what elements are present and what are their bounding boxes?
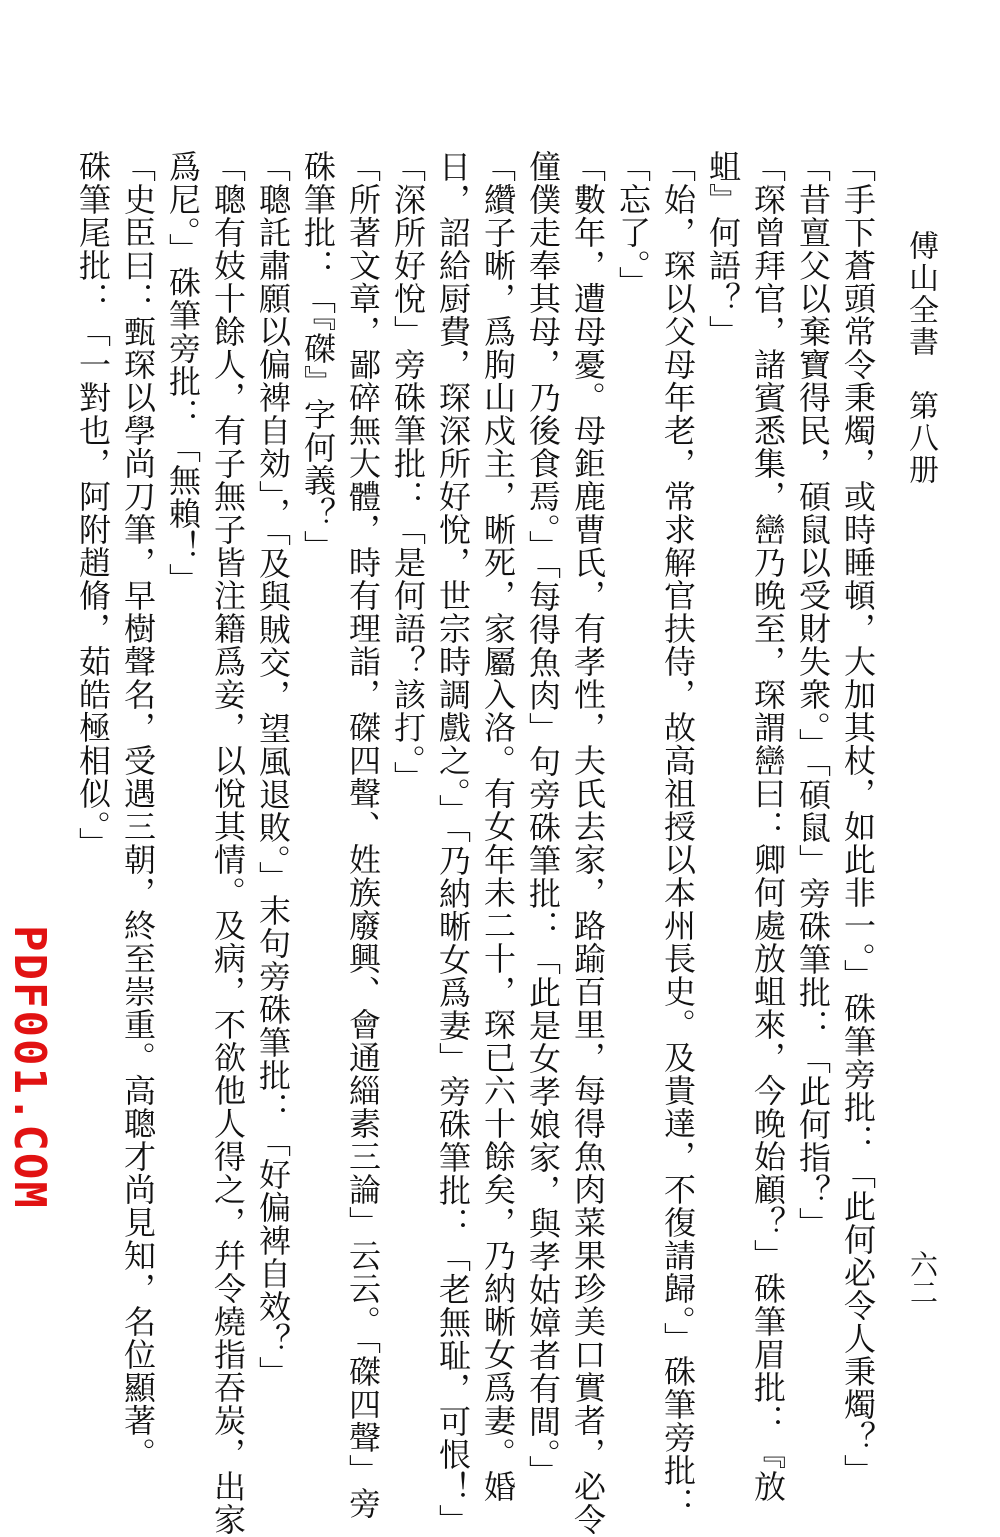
text-column: 「史臣曰：甄琛以學尚刀筆，早樹聲名，受遇三朝，終至崇重。高聰才尚見知，名位顯著。 bbox=[119, 150, 157, 1470]
text-column: 硃筆批：「『磔』字何義？」 bbox=[299, 150, 337, 563]
text-column: 「琛曾拜官，諸賓悉集，巒乃晚至，琛謂巒曰：卿何處放蛆來，今晚始顧？」硃筆眉批：『放 bbox=[749, 150, 787, 1503]
text-column: 「手下蒼頭常令秉燭，或時睡頓，大加其杖，如此非一。」硃筆旁批：「此何必令人秉燭？」 bbox=[839, 150, 877, 1487]
page-number: 六二 bbox=[906, 1250, 939, 1306]
text-column: 「數年，遭母憂。母鉅鹿曹氏，有孝性，夫氏去家，路踰百里，每得魚肉菜果珍美口實者，必令 bbox=[569, 150, 607, 1536]
text-column: 爲尼。」硃筆旁批：「無賴！」 bbox=[164, 150, 202, 596]
text-column: 硃筆尾批：「一對也，阿附趙脩，茹皓極相似。」 bbox=[74, 150, 112, 860]
text-column: 「忘了。」 bbox=[614, 150, 652, 299]
text-body bbox=[74, 150, 880, 1537]
text-column: 「始，琛以父母年老，常求解官扶侍，故高祖授以本州長史。及貴達，不復請歸。」硃筆旁批： bbox=[659, 150, 697, 1520]
text-column: 蛆』何語？」 bbox=[704, 150, 742, 348]
text-column: 日，詔給厨費，琛深所好悅，世宗時調戲之。」「乃納晰女爲妻」旁硃筆批：「老無耻，可恨！」 bbox=[434, 150, 472, 1537]
text-column: 「昔亶父以棄寶得民，碩鼠以受財失衆。」「碩鼠」旁硃筆批：「此何指？」 bbox=[794, 150, 832, 1240]
text-column: 「深所好悅」旁硃筆批：「是何語？該打。」 bbox=[389, 150, 427, 794]
text-column: 「聰有妓十餘人，有子無子皆注籍爲妾，以悅其情。及病，不欲他人得之，幷令燒指吞炭，出家 bbox=[209, 150, 247, 1536]
text-column: 僮僕走奉其母，乃後食焉。」「每得魚肉」句旁硃筆批：「此是女孝娘家，與孝姑嫜者有間。」 bbox=[524, 150, 562, 1488]
text-column: 「聰託肅願以偏裨自効」，「及與賊交，望風退敗。」末句旁硃筆批：「好偏裨自效？」 bbox=[254, 150, 292, 1389]
running-head: 傅山全書 第八册 bbox=[903, 230, 938, 486]
text-column: 「纘子晰，爲朐山戍主，晰死，家屬入洛。有女年未二十，琛已六十餘矣，乃納晰女爲妻。婚 bbox=[479, 150, 517, 1503]
text-column: 「所著文章，鄙碎無大體，時有理詣，磔四聲、姓族廢興、會通緇素三論」云云。「磔四聲」旁 bbox=[344, 150, 382, 1520]
watermark: PDF001.COM bbox=[4, 925, 55, 1210]
